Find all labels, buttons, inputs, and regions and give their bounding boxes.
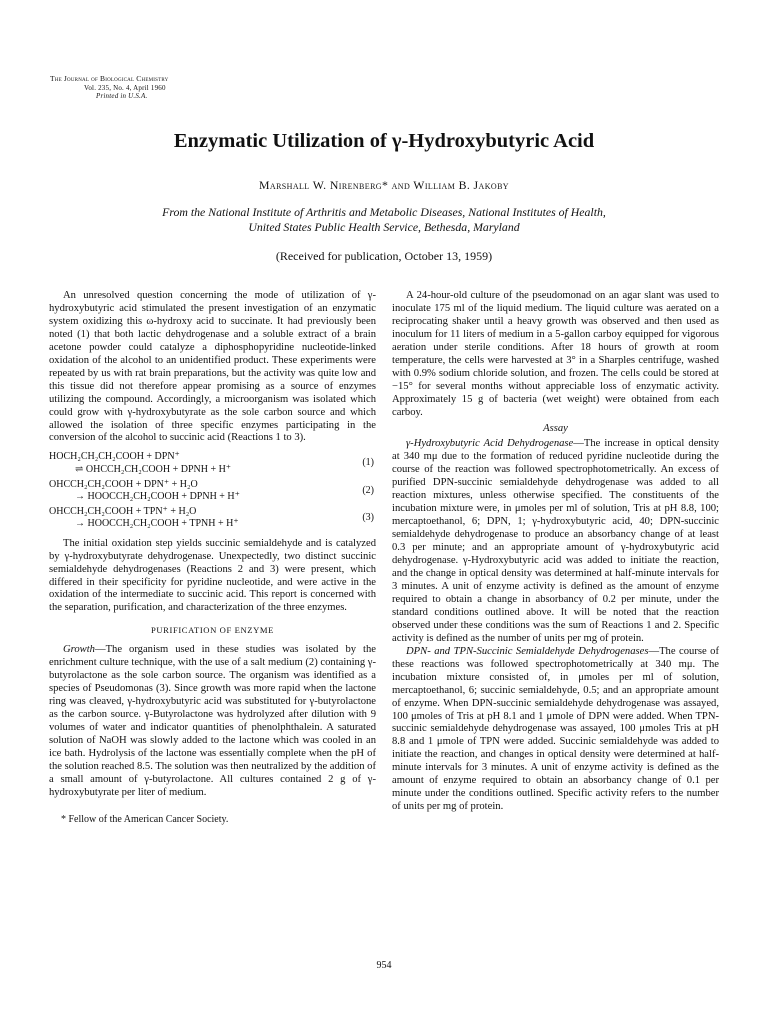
reaction-3-reactants: OHCCH₂CH₂COOH + TPN⁺ + H₂O [49,506,197,518]
dehydrogenase-lead: γ-Hydroxybutyric Acid Dehydrogenase [406,438,574,450]
affiliation-line-1: From the National Institute of Arthritis and Metabolic Diseases, National Institutes of Health, [162,205,606,219]
footnote: * Fellow of the American Cancer Society. [61,813,229,825]
left-column [49,290,376,827]
page-number: 954 [376,960,392,971]
reaction-2-number: (2) [362,484,374,496]
reaction-1-reactants: HOCH₂CH₂CH₂COOH + DPN⁺ [49,451,180,463]
journal-printed: Printed in U.S.A. [96,92,148,100]
journal-header [50,75,168,101]
received-date: (Received for publication, October 13, 1959) [275,249,493,263]
semialdehyde-paragraph [392,646,719,814]
dehydrogenase-paragraph [392,438,719,645]
semialdehyde-text: —The course of these reactions was followed spectrophotometrically at 340 mμ. The incubation mixture consisted of, in μmoles per ml of solution, mercaptoethanol, 6; succinic semialdehyde, 0.5; and an appropriate amount of enzyme. When DPN-succinic semialdehyde dehydrogenase was assayed, 100 μmoles of Tris at pH 8.1 and 1 μmole of DPN were added. When TPN-succinic semialdehyde dehydrogenase was assayed, 100 μmoles Tris at pH 8.8 and 1 μmole of TPN were added. Succinic semialdehyde was added to initiate the reaction, and changes in optical density were determined at half-minute intervals for 3 minutes. A unit of enzyme activity is defined as the amount of enzyme required to obtain an absorbancy change of 0.1 per minute under the conditions outlined. Specific activity refers to the number of units per mg of protein. [392,645,719,813]
journal-volume: Vol. 235, No. 4, April 1960 [84,83,166,92]
journal-name: The Journal of Biological Chemistry [50,74,169,83]
growth-text: —The organism used in these studies was isolated by the enrichment culture technique, with the use of a salt medium (2) containing γ-butyrolactone as the sole carbon source. The organism was identified as a species of Pseudomonas (3). Since growth was more rapid when the lactone ring was cleaved, γ-hydroxybutyric acid was substituted for γ-butyrolactone as the carbon source. γ-Butyrolactone was hydrolyzed after dilution with 9 volumes of water and indicator quantities of phenolphthalein. A saturated solution of NaOH was slowly added to the lactone which was cooled in an ice bath. Hydrolysis of the lactone was essentially complete when the pH of the solution reached 8.5. The solution was then neutralized by the addition of a small amount of γ-butyrolactone. All cultures contained 2 g of γ-hydroxybutyrate per liter of medium. [49,644,376,798]
paper-authors: Marshall W. Nirenberg* and William B. Jakoby [259,178,509,192]
semialdehyde-lead: DPN- and TPN-Succinic Semialdehyde Dehydrogenases [406,645,649,657]
growth-lead: Growth [63,644,95,656]
growth-paragraph [49,644,376,799]
section-heading-purification: PURIFICATION OF ENZYME [150,625,274,636]
reaction-list [49,451,376,530]
culture-paragraph: A 24-hour-old culture of the pseudomonad on an agar slant was used to inoculate 175 ml of the liquid medium. The liquid culture was aerated on a reciprocating shaker until a heavy growth was observed and then used as inoculum for 11 liters of medium in a 5-gallon carboy equipped for vigorous aeration under sterile conditions. After 18 hours of growth at room temperature, the cells were harvested at 3° in a Sharples centrifuge, washed with 0.9% sodium chloride solution, and frozen. The cells could be stored at −15° for several months without appreciable loss of enzymatic activity. Approximately 15 g of bacteria (wet weight) were obtained from each carboy. [392,290,719,418]
paper-title: Enzymatic Utilization of γ-Hydroxybutyric Acid [173,130,595,152]
reaction-1-number: (1) [362,457,374,469]
intro-paragraph: An unresolved question concerning the mode of utilization of γ-hydroxybutyric acid stimulated the present investigation of an enzymatic system oxidizing this ω-hydroxy acid to succinate. It had previously been noted (1) that both lactic dehydrogenase and a soluble extract of a brain acetone powder could catalyze a diphosphopyridine nucleotide-linked oxidation of the alcohol to an unidentified product. These experiments were repeated by us with rat brain preparations, but the activity was quite low and this tissue did not therefore appear promising as a source of enzymes utilizing the compound. Accordingly, a microorganism was isolated which could grow with γ-hydroxybutyrate as the sole carbon source and which allowed the isolation of three specific enzymes participating in the conversion of the alcohol to succinic acid (Reactions 1 to 3). [49,290,376,444]
reaction-2 [49,479,376,503]
reaction-2-products: → HOOCCH₂CH₂COOH + DPNH + H⁺ [75,491,240,503]
enzymes-paragraph: The initial oxidation step yields succinic semialdehyde and is catalyzed by γ-hydroxybutyrate dehydrogenase. Unexpectedly, two distinct succinic semialdehyde dehydrogenases (Reactions 2 and 3) were present, which differed in their specificity for pyridine nucleotide, and were active in the oxidation of the intermediate to succinic acid. This report is concerned with the separation, purification, and characterization of the three enzymes. [49,537,376,614]
dehydrogenase-text: —The increase in optical density at 340 mμ due to the formation of reduced pyridine nucleotide during the course of the reaction was followed spectrophotometrically. An excess of purified DPN-succinic semialdehyde dehydrogenase was added to all reaction mixtures, unless otherwise specified. The constituents of the incubation mixture were, in μmoles per ml of solution, Tris at pH 8.8, 100; mercaptoethanol, 6; DPN, 1; γ-hydroxybutyric acid, 40; DPN-succinic semialdehyde dehydrogenase to produce an absorbancy change of at least 0.3 per minute; and an appropriate amount of γ-hydroxybutyric acid dehydrogenase. γ-Hydroxybutyric acid was added to initiate the reaction, and the change in optical density was determined at half-minute intervals for 3 minutes. A unit of enzyme activity is defined as the amount of enzyme required to obtain a change in absorbancy of 0.2 per minute, under the standard conditions outlined above. It will be noted that the reaction observed under these conditions was the sum of Reactions 1 and 2. Specific activity is defined as the number of units per mg of protein. [392,438,719,644]
reaction-3-products: → HOOCCH₂CH₂COOH + TPNH + H⁺ [75,518,239,530]
affiliation-line-2: United States Public Health Service, Bethesda, Maryland [248,220,520,234]
paper-affiliation [0,205,768,235]
reaction-1-products: ⇌ OHCCH₂CH₂COOH + DPNH + H⁺ [75,463,232,475]
right-column [392,290,719,814]
reaction-2-reactants: OHCCH₂CH₂COOH + DPN⁺ + H₂O [49,478,198,490]
reaction-3 [49,506,376,530]
reaction-3-number: (3) [362,512,374,524]
reaction-1 [49,451,376,475]
section-heading-assay: Assay [543,422,568,434]
